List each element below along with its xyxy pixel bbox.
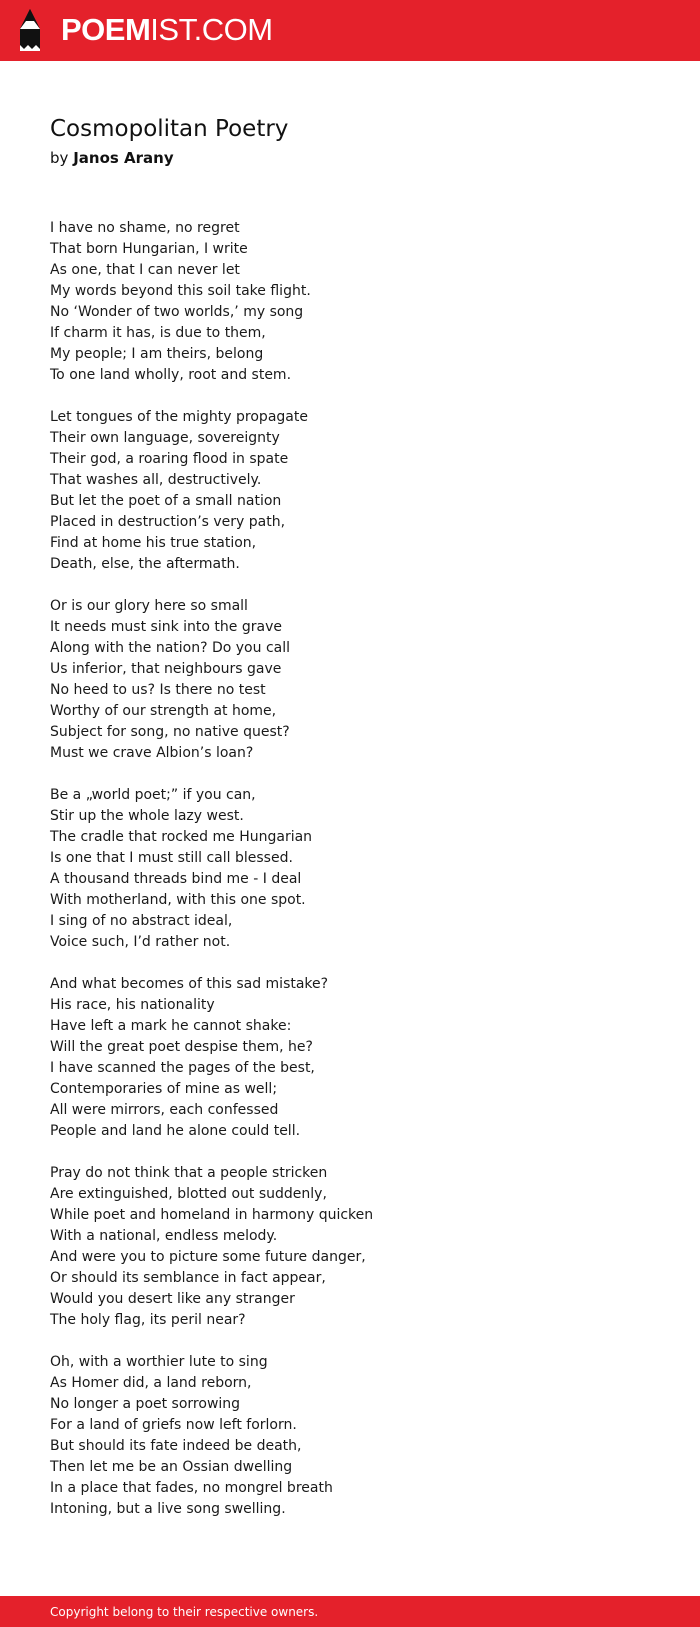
poem-stanza <box>50 785 650 953</box>
poem-line: My people; I am theirs, belong <box>50 346 264 362</box>
poem-line: Worthy of our strength at home, <box>50 703 277 719</box>
poem-stanza <box>50 596 650 764</box>
poem-line: It needs must sink into the grave <box>50 619 282 635</box>
poem-line: Is one that I must still call blessed. <box>50 850 293 866</box>
poem-line: Be a „world poet;” if you can, <box>50 787 256 803</box>
poem-line: The holy flag, its peril near? <box>50 1312 246 1328</box>
poem-line: For a land of griefs now left forlorn. <box>50 1417 297 1433</box>
poem-line: People and land he alone could tell. <box>50 1123 301 1139</box>
poem-line: And were you to picture some future danger, <box>50 1249 366 1265</box>
poem-line: But let the poet of a small nation <box>50 493 282 509</box>
poem-body <box>50 218 650 1541</box>
site-logo[interactable] <box>61 12 273 48</box>
poem-line: Voice such, I’d rather not. <box>50 934 231 950</box>
copyright-text: Copyright belong to their respective owners. <box>50 1605 319 1619</box>
site-header <box>0 0 700 61</box>
poem-line: Death, else, the aftermath. <box>50 556 240 572</box>
poem-line: In a place that fades, no mongrel breath <box>50 1480 333 1496</box>
poem-line: That washes all, destructively. <box>50 472 262 488</box>
poem-line: If charm it has, is due to them, <box>50 325 266 341</box>
poem-line: No ‘Wonder of two worlds,’ my song <box>50 304 304 320</box>
poem-line: Their god, a roaring flood in spate <box>50 451 289 467</box>
logo-light-text: IST.COM <box>150 12 273 47</box>
poem-line: Or is our glory here so small <box>50 598 248 614</box>
author-name: Janos Arany <box>73 149 174 167</box>
poem-line: Will the great poet despise them, he? <box>50 1039 313 1055</box>
poem-line: Subject for song, no native quest? <box>50 724 290 740</box>
site-footer <box>0 1596 700 1627</box>
pencil-icon[interactable] <box>17 9 43 51</box>
poem-line: No heed to us? Is there no test <box>50 682 266 698</box>
poem-line: Must we crave Albion’s loan? <box>50 745 254 761</box>
poem-stanza <box>50 1352 650 1520</box>
poem-line: A thousand threads bind me - I deal <box>50 871 302 887</box>
poem-line: Find at home his true station, <box>50 535 257 551</box>
poem-line: Contemporaries of mine as well; <box>50 1081 278 1097</box>
poem-line: Their own language, sovereignty <box>50 430 280 446</box>
poem-line: To one land wholly, root and stem. <box>50 367 292 383</box>
poem-line: And what becomes of this sad mistake? <box>50 976 329 992</box>
poem-line: Let tongues of the mighty propagate <box>50 409 308 425</box>
poem-line: Placed in destruction’s very path, <box>50 514 286 530</box>
poem-line: Us inferior, that neighbours gave <box>50 661 282 677</box>
poem-title: Cosmopolitan Poetry <box>50 116 289 142</box>
poem-line: I sing of no abstract ideal, <box>50 913 233 929</box>
poem-line: Intoning, but a live song swelling. <box>50 1501 286 1517</box>
poem-line: No longer a poet sorrowing <box>50 1396 241 1412</box>
poem-line: Are extinguished, blotted out suddenly, <box>50 1186 327 1202</box>
poem-line: But should its fate indeed be death, <box>50 1438 302 1454</box>
poem-stanza <box>50 407 650 575</box>
poem-line: The cradle that rocked me Hungarian <box>50 829 313 845</box>
poem-line: As one, that I can never let <box>50 262 240 278</box>
poem-line: Stir up the whole lazy west. <box>50 808 244 824</box>
poem-stanza <box>50 974 650 1142</box>
poem-line: With a national, endless melody. <box>50 1228 278 1244</box>
byline <box>50 147 174 169</box>
poem-line: All were mirrors, each confessed <box>50 1102 279 1118</box>
poem-line: Pray do not think that a people stricken <box>50 1165 328 1181</box>
poem-line: Along with the nation? Do you call <box>50 640 290 656</box>
poem-stanza <box>50 218 650 386</box>
poem-line: His race, his nationality <box>50 997 215 1013</box>
poem-stanza <box>50 1163 650 1331</box>
poem-line: As Homer did, a land reborn, <box>50 1375 252 1391</box>
poem-line: I have scanned the pages of the best, <box>50 1060 315 1076</box>
poem-line: That born Hungarian, I write <box>50 241 248 257</box>
poem-line: I have no shame, no regret <box>50 220 240 236</box>
poem-line: Then let me be an Ossian dwelling <box>50 1459 293 1475</box>
poem-line: Have left a mark he cannot shake: <box>50 1018 292 1034</box>
poem-line: Or should its semblance in fact appear, <box>50 1270 326 1286</box>
poem-line: Oh, with a worthier lute to sing <box>50 1354 268 1370</box>
poem-line: While poet and homeland in harmony quicken <box>50 1207 374 1223</box>
logo-bold-text: POEM <box>61 12 151 47</box>
byline-prefix: by <box>50 149 69 167</box>
poem-line: With motherland, with this one spot. <box>50 892 306 908</box>
poem-line: My words beyond this soil take flight. <box>50 283 311 299</box>
poem-line: Would you desert like any stranger <box>50 1291 295 1307</box>
